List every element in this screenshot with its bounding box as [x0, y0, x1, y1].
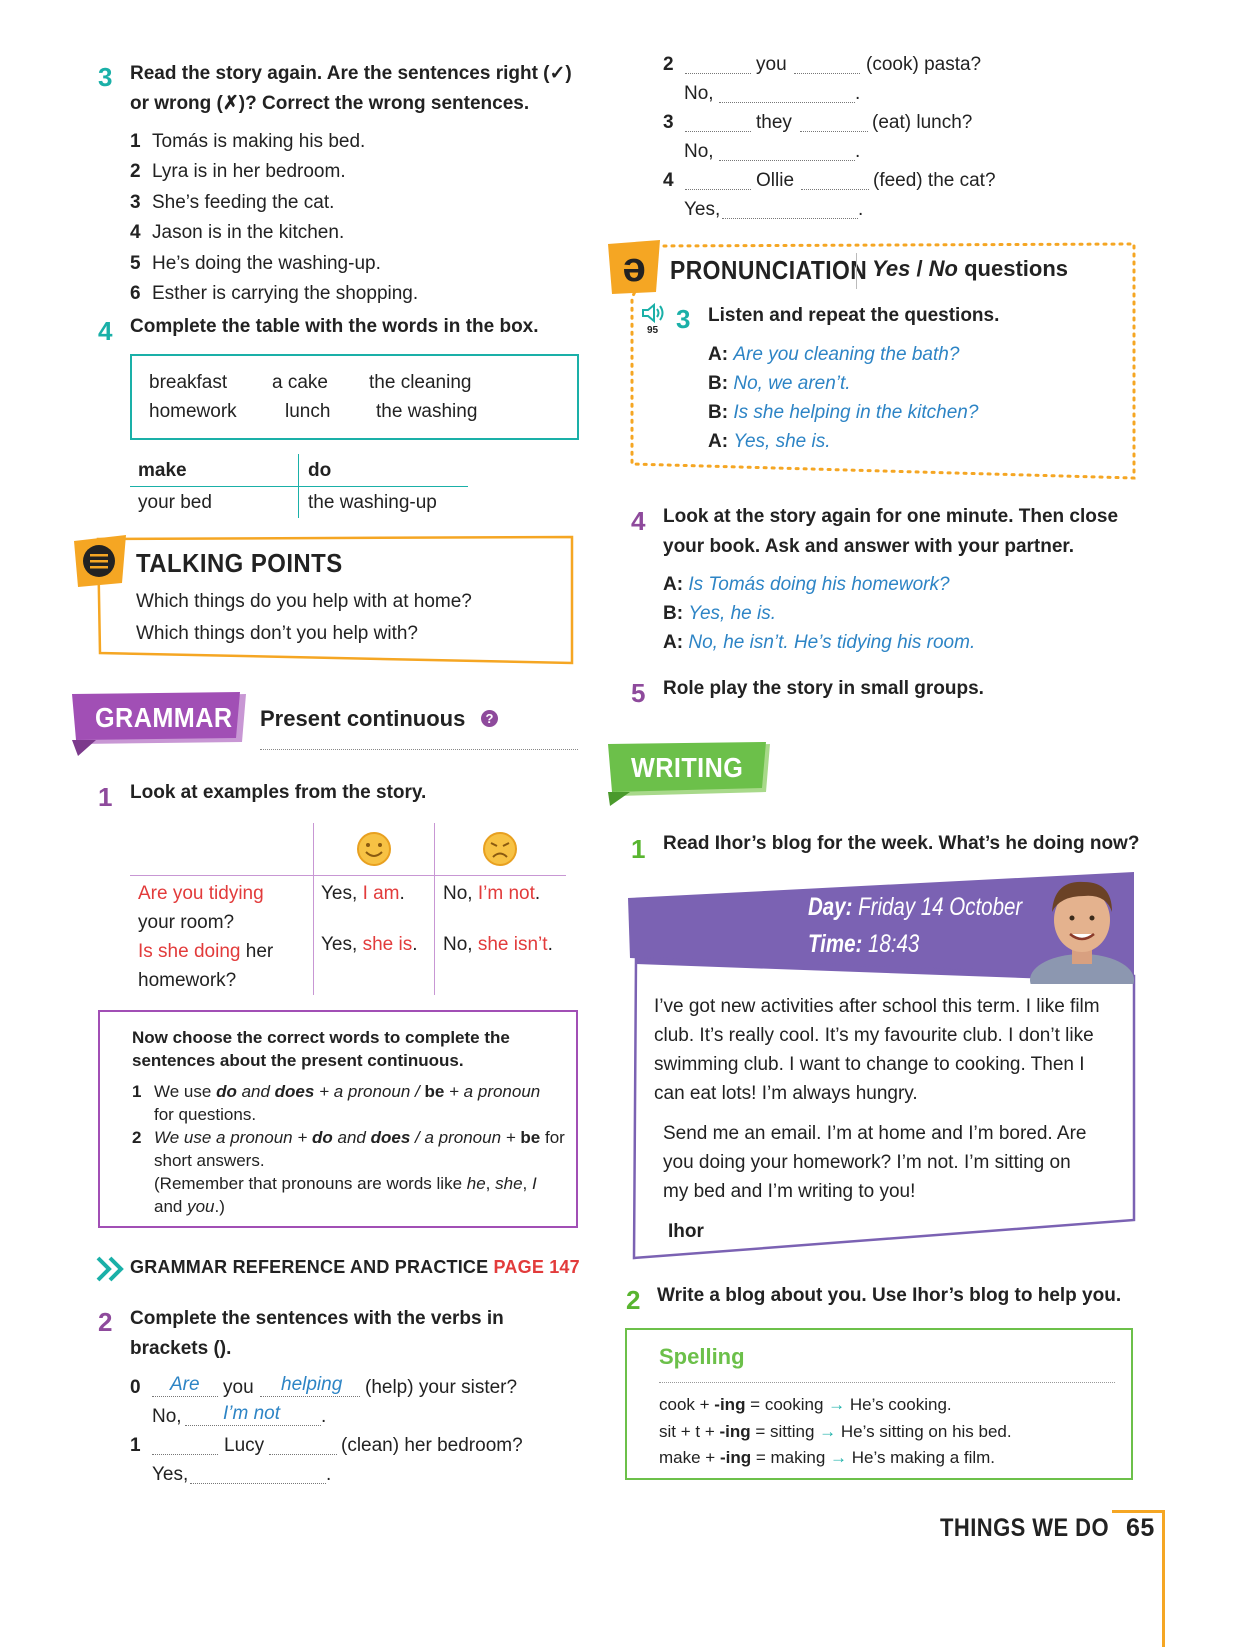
sentence-2-answer-blank[interactable] [719, 84, 855, 103]
sentence-3-blank-1[interactable] [685, 113, 751, 132]
grammar-subtitle-rule [260, 749, 578, 750]
rule-2: 2 We use a pronoun + do and does / a pronoun + be for short answers. (Remember that pronouns are words like he, she, I and you.) [132, 1128, 565, 1216]
sentence-0-word: you [223, 1377, 254, 1398]
talking-question-1: Which things do you help with at home? [136, 591, 472, 612]
sentence-4-reply: Yes, [684, 199, 721, 220]
word-the-cleaning: the cleaning [369, 372, 472, 393]
ihor-avatar [1028, 872, 1134, 984]
sentence-1-reply: Yes, [152, 1464, 189, 1485]
sentence-3-word: they [756, 112, 792, 133]
sentence-0-verb: (help) your sister? [365, 1377, 518, 1398]
sentence-1-number: 1 [130, 1435, 141, 1456]
spelling-rule: make + -ing = making → He’s making a film. [659, 1448, 996, 1467]
dialogue-line: B: Yes, he is. [663, 603, 777, 624]
sentence-3-reply: No, [684, 141, 714, 162]
table-cell-your-bed: your bed [138, 492, 212, 513]
sentence-4-verb: (feed) the cat? [873, 170, 996, 191]
sentence-4-blank-1[interactable] [685, 171, 751, 190]
sentence-2-reply: No, [684, 83, 714, 104]
arrow-right-icon: → [830, 1448, 848, 1467]
sentence-3-blank-2[interactable] [800, 113, 868, 132]
exercise-r5-instruction: Role play the story in small groups. [663, 678, 984, 699]
audio-speaker-icon[interactable] [641, 302, 667, 324]
exercise-3-number: 3 [98, 62, 113, 92]
rules-box [98, 1010, 578, 1228]
happy-face-icon [356, 831, 392, 867]
example-no-1: No, I’m not. [443, 883, 541, 904]
exercise-3-instruction: Read the story again. Are the sentences right (✓) or wrong (✗)? Correct the wrong sentences. [130, 63, 572, 114]
sentence-3-verb: (eat) lunch? [872, 112, 973, 133]
page-number: 65 [1126, 1514, 1155, 1542]
blog-signature: Ihor [668, 1221, 704, 1242]
spelling-title: Spelling [659, 1344, 745, 1369]
spelling-rules [659, 1392, 1012, 1472]
blog-time: Time: 18:43 [808, 930, 920, 958]
writing-label: WRITING [631, 752, 744, 783]
table-head-make: make [138, 460, 187, 481]
sentence-2-verb: (cook) pasta? [866, 54, 982, 75]
sentence-1-blank-1[interactable] [152, 1436, 218, 1455]
dialogue-line: B: No, we aren’t. [708, 373, 851, 394]
exercise-4-number: 4 [98, 316, 113, 346]
sentence-4-number: 4 [663, 170, 674, 191]
example-no-2: No, she isn’t. [443, 934, 553, 955]
grammar-ex1-number: 1 [98, 782, 113, 812]
blog-day: Day: Friday 14 October [808, 893, 1023, 921]
sentence-4-blank-2[interactable] [801, 171, 869, 190]
writing-ex1-number: 1 [631, 834, 646, 864]
sentence-0-answer-blank[interactable]: I’m not [185, 1407, 321, 1426]
word-box [130, 354, 579, 440]
sentence-0-blank-1[interactable]: Are [152, 1378, 218, 1397]
word-homework: homework [149, 401, 237, 422]
sad-face-icon [482, 831, 518, 867]
exercise-r4-instruction: Look at the story again for one minute. Then close your book. Ask and answer with your partner. [663, 506, 1119, 557]
schwa-icon: ə [622, 243, 646, 290]
dialogue-line: A: Yes, she is. [708, 431, 831, 452]
dialogue-line: A: No, he isn’t. He’s tidying his room. [663, 632, 976, 653]
sentence-0-reply: No, [152, 1406, 182, 1427]
sentence-4-answer-blank[interactable] [722, 200, 858, 219]
grammar-subtitle: Present continuous ? [260, 706, 465, 732]
list-item: 2 Lyra is in her bedroom. [130, 161, 346, 183]
sentence-3-number: 3 [663, 112, 674, 133]
list-item: 6 Esther is carrying the shopping. [130, 283, 419, 305]
speech-bubble-icon [86, 546, 112, 572]
list-item: 4 Jason is in the kitchen. [130, 222, 345, 244]
writing-ex2-number: 2 [626, 1285, 641, 1315]
pronunciation-subtitle: Yes / No questions [872, 256, 1069, 281]
sentence-0-number: 0 [130, 1377, 141, 1398]
list-item: 5 He’s doing the washing-up. [130, 252, 381, 274]
grammar-reference-link[interactable]: GRAMMAR REFERENCE AND PRACTICE PAGE 147 [130, 1257, 580, 1277]
sentence-2-blank-2[interactable] [794, 55, 860, 74]
make-do-table [130, 454, 468, 518]
double-chevron-icon [96, 1256, 128, 1282]
sentence-1-word: Lucy [224, 1435, 265, 1456]
sentence-2-word: you [756, 54, 787, 75]
blog-paragraph-1: I’ve got new activities after school this term. I like film club. It’s really cool. It’s my favourite club. I don’t like swimming club. I want to change to cooking. Then I can eat lots! I’m always hungry. [654, 996, 1100, 1104]
pronunciation-title: PRONUNCIATION [670, 255, 868, 285]
table-head-do: do [308, 460, 332, 481]
sentence-3-answer-blank[interactable] [719, 142, 855, 161]
grammar-ex2-number: 2 [98, 1307, 113, 1337]
dialogue-line: B: Is she helping in the kitchen? [708, 402, 979, 423]
pronunciation-ex3-number: 3 [676, 304, 691, 334]
pronunciation-dialogue [708, 340, 978, 456]
sentence-4-word: Ollie [756, 170, 795, 191]
talking-question-2: Which things don’t you help with? [136, 623, 418, 644]
sentence-1-verb: (clean) her bedroom? [341, 1435, 523, 1456]
examples-table [130, 823, 570, 995]
arrow-right-icon: → [819, 1421, 837, 1441]
word-breakfast: breakfast [149, 372, 228, 393]
example-yes-2: Yes, she is. [321, 934, 418, 955]
footer-unit-title: THINGS WE DO [940, 1514, 1110, 1542]
sentence-1-blank-2[interactable] [269, 1436, 337, 1455]
word-a-cake: a cake [272, 372, 328, 393]
writing-ex2-instruction: Write a blog about you. Use Ihor’s blog to help you. [657, 1285, 1122, 1306]
dialogue-line: A: Is Tomás doing his homework? [663, 574, 950, 595]
exercise-3-list [130, 127, 418, 309]
talking-points-title: TALKING POINTS [136, 548, 343, 578]
grammar-label: GRAMMAR [95, 702, 233, 733]
writing-ex1-instruction: Read Ihor’s blog for the week. What’s he doing now? [663, 833, 1140, 854]
spelling-rule: sit + t + -ing = sitting → He’s sitting on his bed. [659, 1421, 1012, 1441]
grammar-ex1-instruction: Look at examples from the story. [130, 782, 427, 803]
exercise-4-instruction: Complete the table with the words in the box. [130, 316, 539, 337]
help-icon[interactable]: ? [481, 710, 498, 727]
spelling-rule: cook + -ing = cooking → He’s cooking. [659, 1395, 952, 1414]
blog-paragraph-2: Send me an email. I’m at home and I’m bored. Are you doing your homework? I’m not. I’m sitting on my bed and I’m writing to you! [663, 1123, 1087, 1202]
example-questions: Are you tidying your room? Is she doing her homework? [138, 883, 274, 991]
rule-1: 1 We use do and does + a pronoun / be + a pronoun for questions. [132, 1082, 541, 1124]
example-yes-1: Yes, I am. [321, 883, 405, 904]
pronunciation-instruction: Listen and repeat the questions. [708, 305, 1000, 326]
list-item: 1 Tomás is making his bed. [130, 131, 366, 152]
partner-dialogue [663, 570, 975, 657]
word-lunch: lunch [285, 401, 331, 422]
audio-track-number: 95 [647, 325, 659, 336]
sentence-0-blank-2[interactable]: helping [260, 1378, 360, 1397]
sentence-2-number: 2 [663, 54, 674, 75]
spelling-box [625, 1328, 1133, 1480]
rules-instruction: Now choose the correct words to complete the sentences about the present continuous. [132, 1028, 510, 1070]
exercise-r5-number: 5 [631, 678, 646, 708]
word-the-washing: the washing [376, 401, 478, 422]
grammar-ex2-instruction: Complete the sentences with the verbs in brackets (). [130, 1308, 504, 1359]
exercise-r4-number: 4 [631, 506, 646, 536]
sentence-1-answer-blank[interactable] [190, 1465, 326, 1484]
dialogue-line: A: Are you cleaning the bath? [708, 344, 960, 365]
arrow-right-icon: → [828, 1395, 846, 1414]
table-cell-washing-up: the washing-up [308, 492, 437, 513]
sentence-2-blank-1[interactable] [685, 55, 751, 74]
list-item: 3 She’s feeding the cat. [130, 191, 335, 213]
